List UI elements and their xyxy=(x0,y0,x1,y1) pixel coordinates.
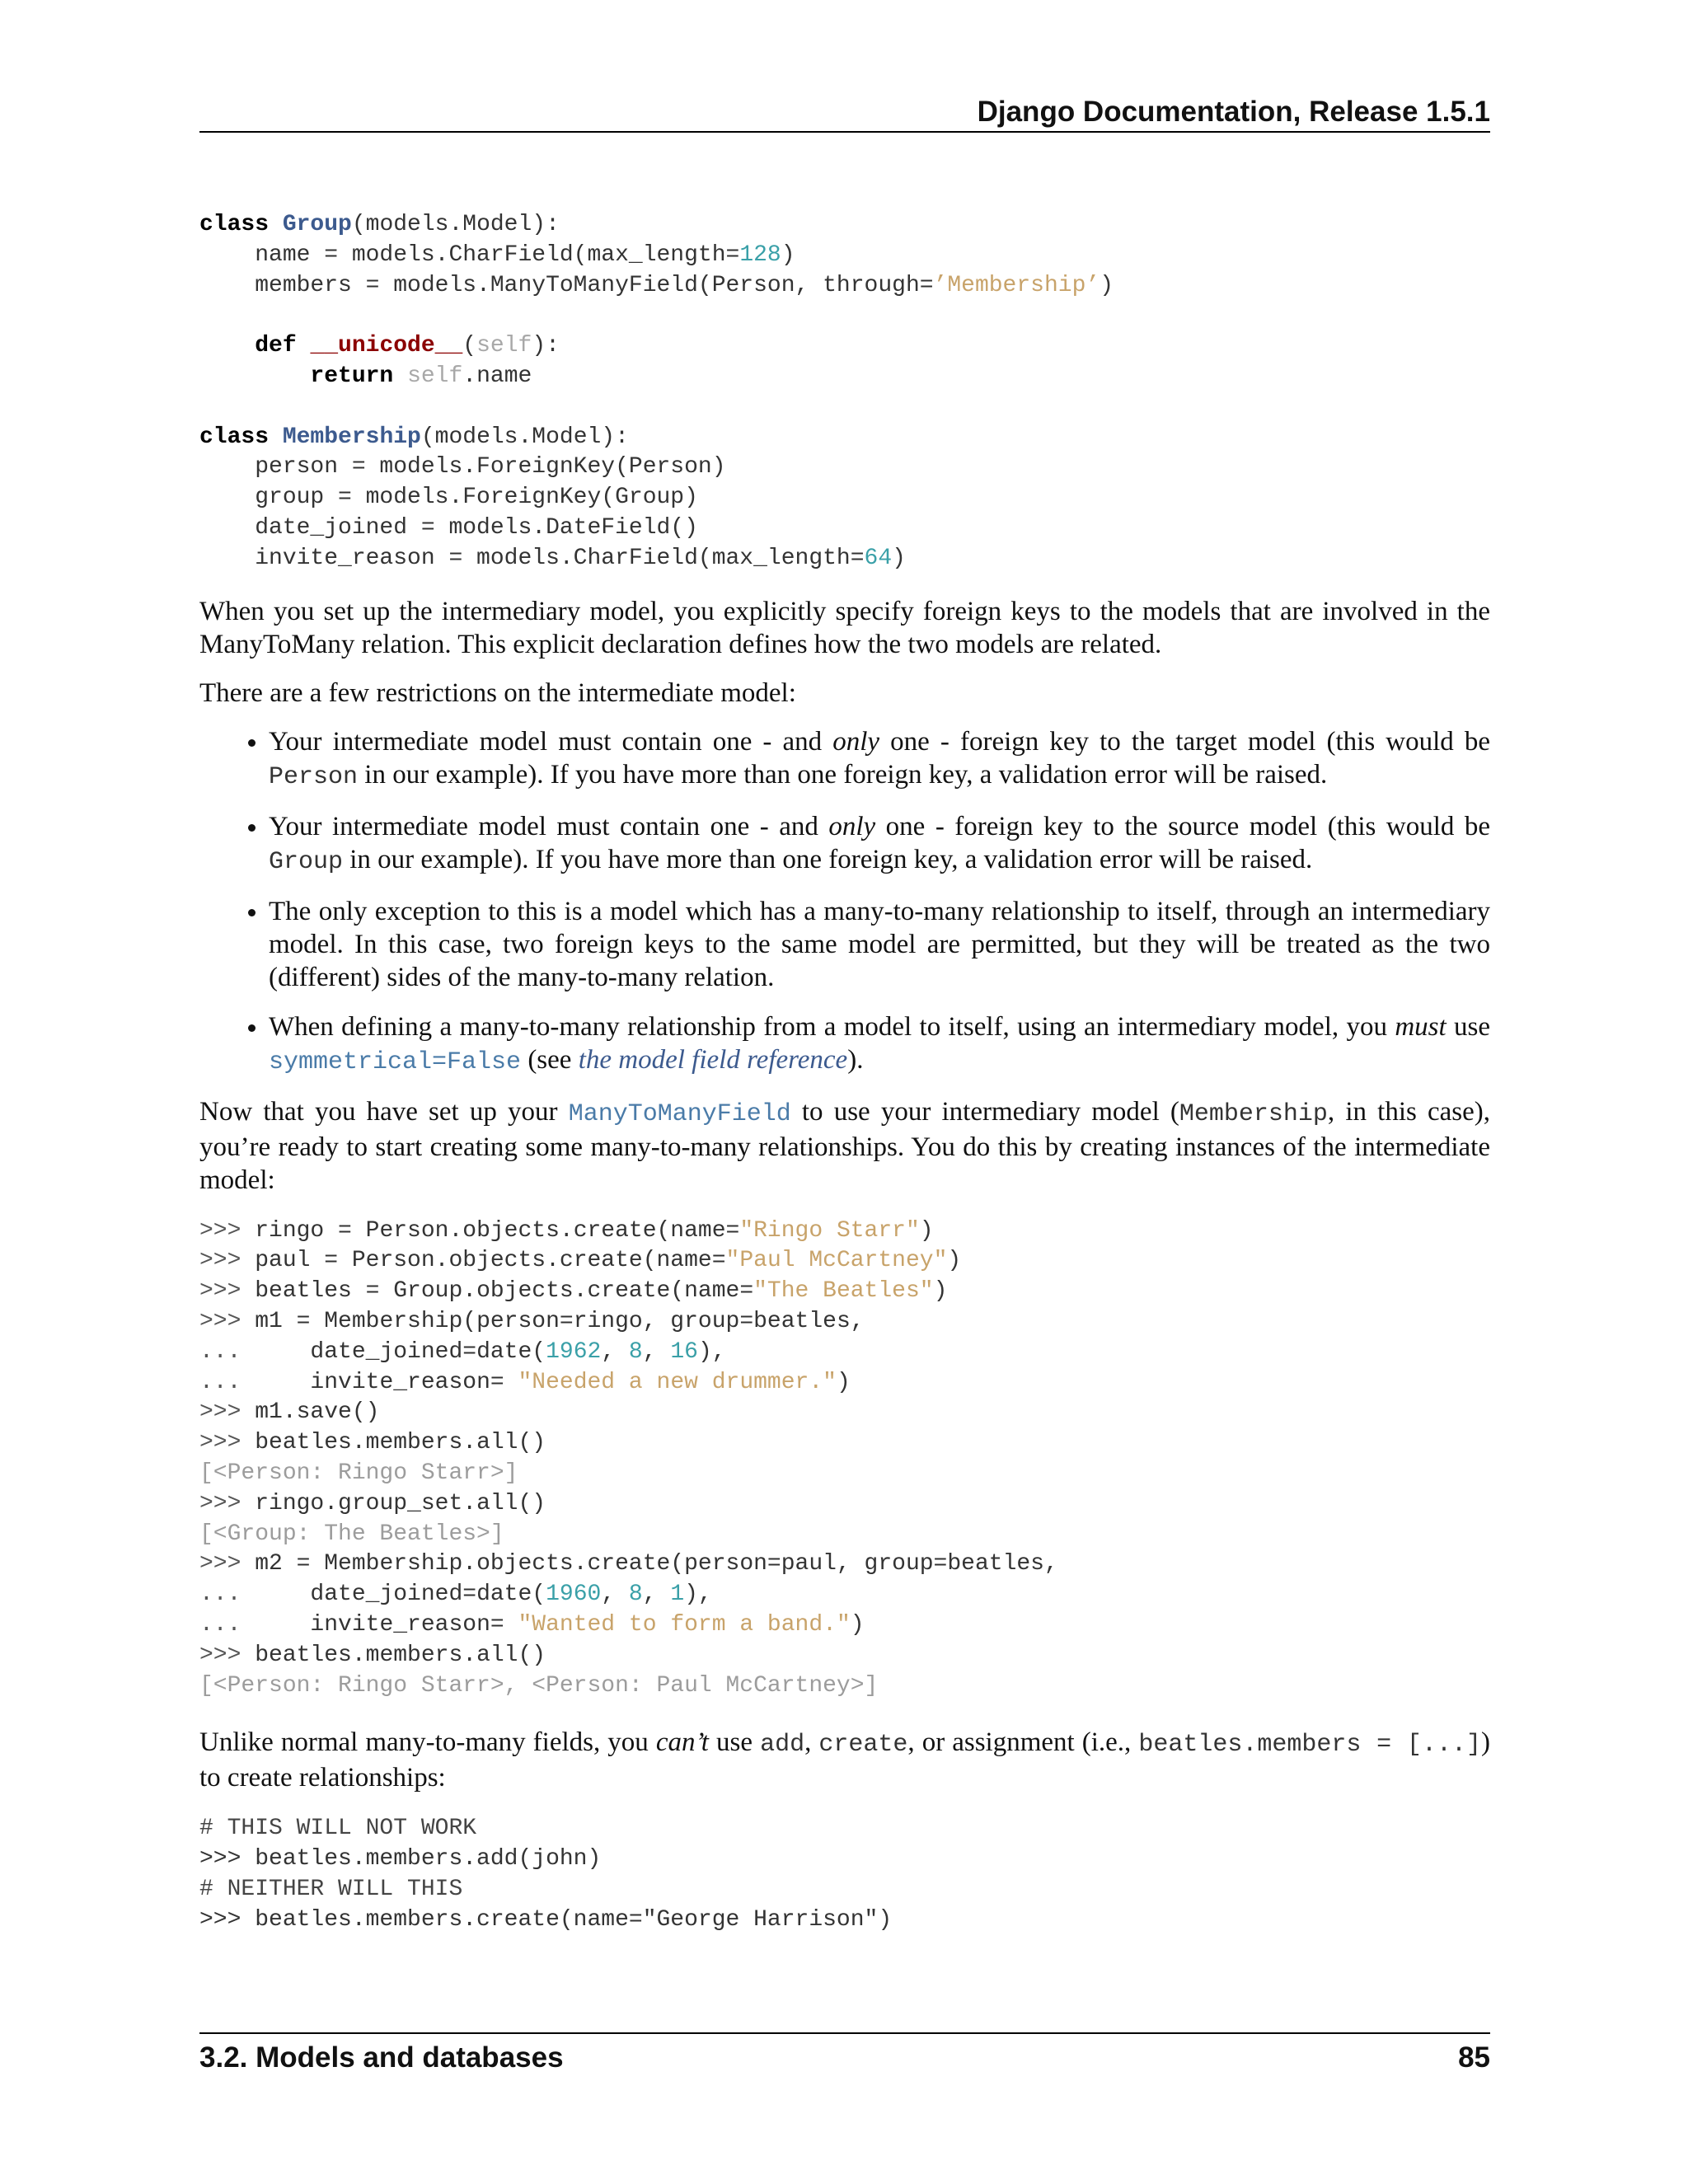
code-text: name = models.CharField(max_length= xyxy=(199,241,740,268)
code-text: ( xyxy=(462,333,477,359)
manytomanyfield-link[interactable]: ManyToManyField xyxy=(568,1099,791,1128)
self-keyword: self xyxy=(407,363,463,389)
string: ’Membership’ xyxy=(933,272,1100,298)
keyword: return xyxy=(199,363,394,389)
function-name: __unicode__ xyxy=(310,333,463,359)
code-text: .name xyxy=(462,363,532,389)
code-text: ) xyxy=(892,545,906,571)
code-text: ): xyxy=(532,333,560,359)
code-block-shell: >>> ringo = Person.objects.create(name="Ringo Starr") >>> paul = Person.objects.create(name="Paul McCartney") >>> beatles = Group.objects.create(name="The Beatles") >>> m1 = Membership(person=ringo, group=beatles, ... date_joined=date(1962, 8, 16), ... invite_reason= "Needed a new drummer.") >>> m1.save() >>> beatles.members.all() [<Person: Ringo Starr>] >>> ringo.group_set.all() [<Group: The Beatles>] >>> m2 = Membership.objects.create(person=paul, group=beatles, ... date_joined=date(1960, 8, 1), ... invite_reason= "Wanted to form a band.") >>> beatles.members.all() [<Person: Ringo Starr>, <Person: Paul McCartney>] xyxy=(199,1217,1058,1699)
number: 64 xyxy=(864,545,893,571)
restrictions-list xyxy=(199,725,1490,1079)
inline-code: Membership xyxy=(1179,1099,1328,1128)
class-name: Membership xyxy=(282,424,421,450)
inline-code: Group xyxy=(269,847,344,876)
model-field-reference-link[interactable]: the model field reference xyxy=(578,1044,848,1075)
code-block-models xyxy=(199,210,1490,574)
paragraph-now-that: Now that you have set up your ManyToManyField to use your intermediary model (Membership, in this case), you’re ready to start creating some many-to-many relationships. You do this by creating instances of the intermediate model: xyxy=(199,1096,1491,1195)
keyword: def xyxy=(199,333,297,359)
code-text: members = models.ManyToManyField(Person, through= xyxy=(199,272,934,298)
paragraph-intermediary: When you set up the intermediary model, you explicitly specify foreign keys to the models that are involved in the ManyToMany relation. This explicit declaration defines how the two models are related. xyxy=(199,596,1490,659)
page-footer xyxy=(199,2032,1490,2082)
footer-section: 3.2. Models and databases xyxy=(199,2041,564,2074)
code-block-wrong: # THIS WILL NOT WORK >>> beatles.members.add(john) # NEITHER WILL THIS >>> beatles.members.create(name="George Harrison") xyxy=(199,1816,893,1933)
code-text: date_joined = models.DateField() xyxy=(199,514,698,541)
paragraph-restrictions: There are a few restrictions on the intermediate model: xyxy=(199,677,796,708)
code-text: person = models.ForeignKey(Person) xyxy=(199,454,726,480)
code-text: group = models.ForeignKey(Group) xyxy=(199,485,698,511)
page-header xyxy=(199,92,1490,133)
page-content xyxy=(199,210,1490,1936)
list-item: • Your intermediate model must contain one - and only one - foreign key to the target model (this would be Person in our example). If you have more than one foreign key, a validation error will be raised. xyxy=(269,725,1490,794)
document-title: Django Documentation, Release 1.5.1 xyxy=(977,96,1490,128)
keyword: class xyxy=(199,424,270,450)
code-text: invite_reason = models.CharField(max_length= xyxy=(199,545,865,571)
page-number: 85 xyxy=(1458,2041,1490,2074)
inline-code: Person xyxy=(269,762,359,791)
list-item: • Your intermediate model must contain one - and only one - foreign key to the source model (this would be Group in our example). If you have more than one foreign key, a validation error will be raised. xyxy=(269,810,1490,879)
list-item: • The only exception to this is a model which has a many-to-many relationship to itself, through an intermediary model. In this case, two foreign keys to the same model are permitted, but they will be treated as the two (different) sides of the many-to-many relation. xyxy=(269,895,1490,994)
code-text: (models.Model): xyxy=(420,424,629,450)
number: 128 xyxy=(739,241,781,268)
paragraph-unlike: Unlike normal many-to-many fields, you can’t use add, create, or assignment (i.e., beatles.members = [...]) to create relationships: xyxy=(199,1727,1490,1793)
self-keyword: self xyxy=(476,333,532,359)
keyword: class xyxy=(199,212,270,237)
code-text: ) xyxy=(1100,272,1114,298)
code-text: ) xyxy=(781,241,795,268)
code-text: (models.Model): xyxy=(351,212,560,237)
symmetrical-link[interactable]: symmetrical=False xyxy=(269,1047,522,1076)
class-name: Group xyxy=(282,212,352,237)
list-item: • When defining a many-to-many relationship from a model to itself, using an intermediary model, you must use symmetrical=False (see the model field reference). xyxy=(269,1010,1490,1079)
